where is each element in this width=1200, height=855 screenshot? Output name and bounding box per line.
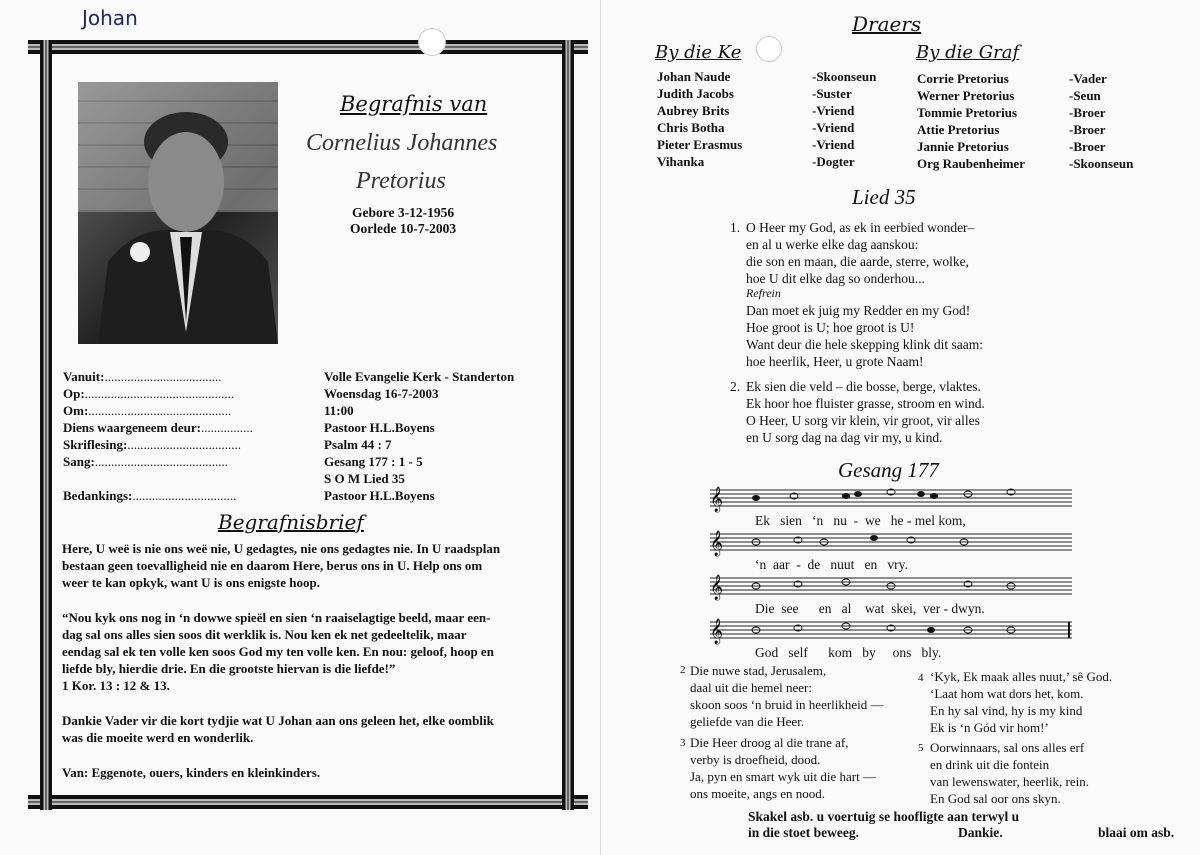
letter-line: Dankie Vader vir die kort tydjie wat U Johan aan ons geleen het, elke oomblik	[62, 713, 494, 728]
service-details	[63, 368, 553, 504]
frame-top-border	[28, 40, 588, 54]
staff-4	[710, 618, 1072, 644]
punch-hole-right	[756, 36, 782, 62]
detail-label: Skriflesing:	[63, 437, 128, 452]
detail-label: Diens waargeneem deur:	[63, 420, 201, 435]
song-line: die son en maan, die aarde, sterre, wolke,	[746, 254, 970, 269]
frame-left-border	[40, 40, 52, 810]
refrain-label: Refrein	[746, 286, 781, 300]
bearer-name: Org Raubenheimer	[917, 156, 1025, 171]
frame-right-border	[562, 40, 574, 810]
letter-line: Here, U weë is nie ons weë nie, U gedagtes, nie ons gedagtes nie. In U raadsplan	[62, 541, 501, 556]
letter-line: bestaan geen toevalligheid nie en daarom Here, berus ons in U. Help ons om	[62, 558, 483, 573]
letter-line: eendag sal ek ten volle ken soos God my ten volle ken. En nou: geloof, hoop en	[62, 644, 494, 659]
hymn-lyric-3: Die see en al wat skei, ver - dwyn.	[755, 601, 985, 616]
bearer-relation: -Broer	[1069, 122, 1106, 137]
detail-value: 11:00	[324, 403, 354, 418]
detail-dots: .........................................	[94, 454, 229, 469]
deceased-name-line2: Pretorius	[356, 168, 446, 194]
song-line: Ek hoor hoe fluister grasse, stroom en wind.	[746, 396, 985, 411]
hymn-line: skoon soos ‘n bruid in heerlikheid —	[690, 697, 884, 712]
detail-dots: ..............................................	[84, 386, 235, 401]
bearer-relation: -Seun	[1069, 88, 1101, 103]
bearers-grave-list	[917, 70, 1157, 172]
footer-note-line2: in die stoet beweeg.	[748, 825, 859, 840]
hymn-line: Ek is ‘n Gód vir hom!’	[930, 720, 1049, 735]
detail-label: Sang:	[63, 454, 95, 469]
hymn-line: Die Heer droog al die trane af,	[690, 735, 849, 750]
hymn-line: ‘Laat hom wat dors het, kom.	[930, 686, 1084, 701]
svg-text:𝄞: 𝄞	[710, 531, 724, 556]
bearers-church-list	[657, 68, 897, 170]
song-verse-1-number: 1.	[730, 220, 741, 235]
detail-dots: ............................................	[88, 403, 232, 418]
hymn-lyric-4: God self kom by ons bly.	[755, 645, 942, 660]
death-date: Oorlede 10-7-2003	[350, 221, 457, 236]
hymn-verse-2	[690, 662, 884, 730]
staff-1	[710, 486, 1072, 512]
bearer-relation: -Vriend	[812, 137, 855, 152]
footer-note-line1: Skakel asb. u voertuig se hoofligte aan terwyl u	[748, 809, 1020, 824]
bearer-relation: -Vriend	[812, 103, 855, 118]
detail-value: Gesang 177 : 1 - 5	[324, 454, 423, 469]
svg-text:𝄞: 𝄞	[710, 575, 724, 600]
hymn-heading: Gesang 177	[838, 458, 939, 482]
hymn-verse-3-number: 3	[680, 737, 686, 749]
detail-label: Bedankings:	[63, 488, 133, 503]
hymn-line: geliefde van die Heer.	[690, 714, 805, 729]
song-verse-2-number: 2.	[730, 379, 741, 394]
bearer-name: Vihanka	[657, 154, 705, 169]
detail-label: Vanuit:	[63, 369, 105, 384]
song-line: Dan moet ek juig my Redder en my God!	[746, 303, 971, 318]
detail-value: Pastoor H.L.Boyens	[324, 488, 435, 503]
letter-paragraph-3	[62, 712, 557, 746]
bearer-name: Werner Pretorius	[917, 88, 1015, 103]
punch-hole	[418, 28, 446, 56]
birth-date: Gebore 3-12-1956	[352, 205, 455, 220]
hymn-verse-4-number: 4	[918, 672, 924, 684]
song-line: hoe U dit elke dag so onderhou...	[746, 271, 925, 286]
song-verse-2	[746, 378, 1056, 446]
song-line: O Heer, U sorg vir klein, vir groot, vir alles	[746, 413, 980, 428]
hymn-line: ons moeite, angs en nood.	[690, 786, 826, 801]
bearer-name: Attie Pretorius	[917, 122, 1000, 137]
song-refrain	[746, 302, 1056, 370]
svg-text:𝄞: 𝄞	[710, 487, 724, 512]
detail-dots: ....................................	[104, 369, 222, 384]
hymn-verse-4	[930, 668, 1112, 736]
hymn-verse-3	[690, 734, 876, 802]
sheet-music	[706, 482, 1076, 667]
detail-dots: ................................	[132, 488, 237, 503]
bearers-heading: Draers	[852, 12, 922, 36]
letter-line: weer te kan opkyk, want U is ons enigste hoop.	[62, 575, 320, 590]
staff-3	[710, 574, 1072, 600]
funeral-heading: Begrafnis van	[340, 92, 488, 116]
portrait-photo	[78, 82, 278, 344]
deceased-name-line1: Cornelius Johannes	[306, 130, 498, 156]
bearer-relation: -Broer	[1069, 105, 1106, 120]
song-line: en U sorg dag na dag vir my, u kind.	[746, 430, 943, 445]
hymn-line: En God sal oor ons skyn.	[930, 791, 1061, 806]
hymn-line: van lewenswater, heerlik, rein.	[930, 774, 1090, 789]
staff-2	[710, 530, 1072, 556]
detail-label: Op:	[63, 386, 85, 401]
hymn-line: Ja, pyn en smart wyk uit die hart —	[690, 769, 876, 784]
bearers-col2-heading: By die Graf	[916, 42, 1020, 63]
hymn-line: ‘Kyk, Ek maak alles nuut,’ sê God.	[930, 669, 1113, 684]
footer-turn-page: blaai om asb.	[1098, 825, 1175, 840]
letter-line: 1 Kor. 13 : 12 & 13.	[62, 678, 170, 693]
hymn-verse-5	[930, 739, 1089, 807]
bearer-relation: -Vriend	[812, 120, 855, 135]
letter-line: dag sal ons alles sien soos dit werklik is. Nou ken ek net gedeeltelik, maar	[62, 627, 467, 642]
detail-value: Psalm 44 : 7	[324, 437, 392, 452]
bearer-relation: -Dogter	[812, 154, 855, 169]
footer-thanks: Dankie.	[958, 825, 1003, 840]
bearer-relation: -Skoonseun	[1069, 156, 1134, 171]
page-fold	[600, 0, 601, 855]
hymn-verse-2-number: 2	[680, 664, 686, 676]
bearer-relation: -Suster	[812, 86, 852, 101]
song-line: O Heer my God, as ek in eerbied wonder–	[746, 220, 975, 235]
detail-value: Pastoor H.L.Boyens	[324, 420, 435, 435]
hymn-line: Die nuwe stad, Jerusalem,	[690, 663, 827, 678]
hymn-line: verby is droefheid, dood.	[690, 752, 821, 767]
song-line: Hoe groot is U; hoe groot is U!	[746, 320, 915, 335]
hymn-lyric-1: Ek sien ‘n nu - we he - mel kom,	[755, 513, 966, 528]
letter-paragraph-1	[62, 540, 557, 591]
song-heading: Lied 35	[852, 185, 916, 209]
hymn-verse-5-number: 5	[918, 742, 924, 754]
bearer-name: Jannie Pretorius	[917, 139, 1009, 154]
bearer-name: Chris Botha	[657, 120, 725, 135]
bearer-name: Pieter Erasmus	[657, 137, 743, 152]
song-line: hoe heerlik, Heer, u grote Naam!	[746, 354, 924, 369]
bearer-name: Corrie Pretorius	[917, 71, 1009, 86]
bearer-relation: -Skoonseun	[812, 69, 877, 84]
detail-label: Om:	[63, 403, 89, 418]
hymn-line: daal uit die hemel neer:	[690, 680, 813, 695]
detail-value: Volle Evangelie Kerk - Standerton	[324, 369, 515, 384]
svg-text:𝄞: 𝄞	[710, 619, 724, 644]
letter-signoff: Van: Eggenote, ouers, kinders en kleinkinders.	[62, 765, 321, 780]
hymn-line: en drink uit die fontein	[930, 757, 1050, 772]
hymn-line: En hy sal vind, hy is my kind	[930, 703, 1083, 718]
letter-line: liefde bly, hierdie drie. En die grootste hiervan is die liefde!”	[62, 661, 396, 676]
handwritten-name: Johan	[82, 6, 138, 30]
detail-dots: ................	[200, 420, 253, 435]
hymn-line: Oorwinnaars, sal ons alles erf	[930, 740, 1085, 755]
bearer-name: Aubrey Brits	[657, 103, 730, 118]
bearer-relation: -Vader	[1069, 71, 1107, 86]
letter-paragraph-2	[62, 609, 557, 694]
hymn-lyric-2: ‘n aar - de nuut en vry.	[755, 557, 908, 572]
detail-value: S O M Lied 35	[324, 471, 405, 486]
bearers-col1-heading: By die Ke	[655, 42, 742, 63]
bearer-name: Johan Naude	[657, 69, 731, 84]
detail-value: Woensdag 16-7-2003	[324, 386, 439, 401]
bearer-name: Judith Jacobs	[657, 86, 734, 101]
letter-heading: Begrafnisbrief	[218, 510, 364, 534]
frame-bottom-border	[28, 795, 588, 809]
bearer-relation: -Broer	[1069, 139, 1106, 154]
bearer-name: Tommie Pretorius	[917, 105, 1018, 120]
letter-line: was die moeite werd en wonderlik.	[62, 730, 254, 745]
song-line: Ek sien die veld – die bosse, berge, vlaktes.	[746, 379, 981, 394]
song-line: en al u werke elke dag aanskou:	[746, 237, 919, 252]
letter-line: “Nou kyk ons nog in ‘n dowwe spieël en sien ‘n raaiselagtige beeld, maar een-	[62, 610, 491, 625]
song-line: Want deur die hele skepping klink dit saam:	[746, 337, 983, 352]
detail-dots: ...................................	[127, 437, 242, 452]
song-verse-1	[746, 219, 1056, 287]
